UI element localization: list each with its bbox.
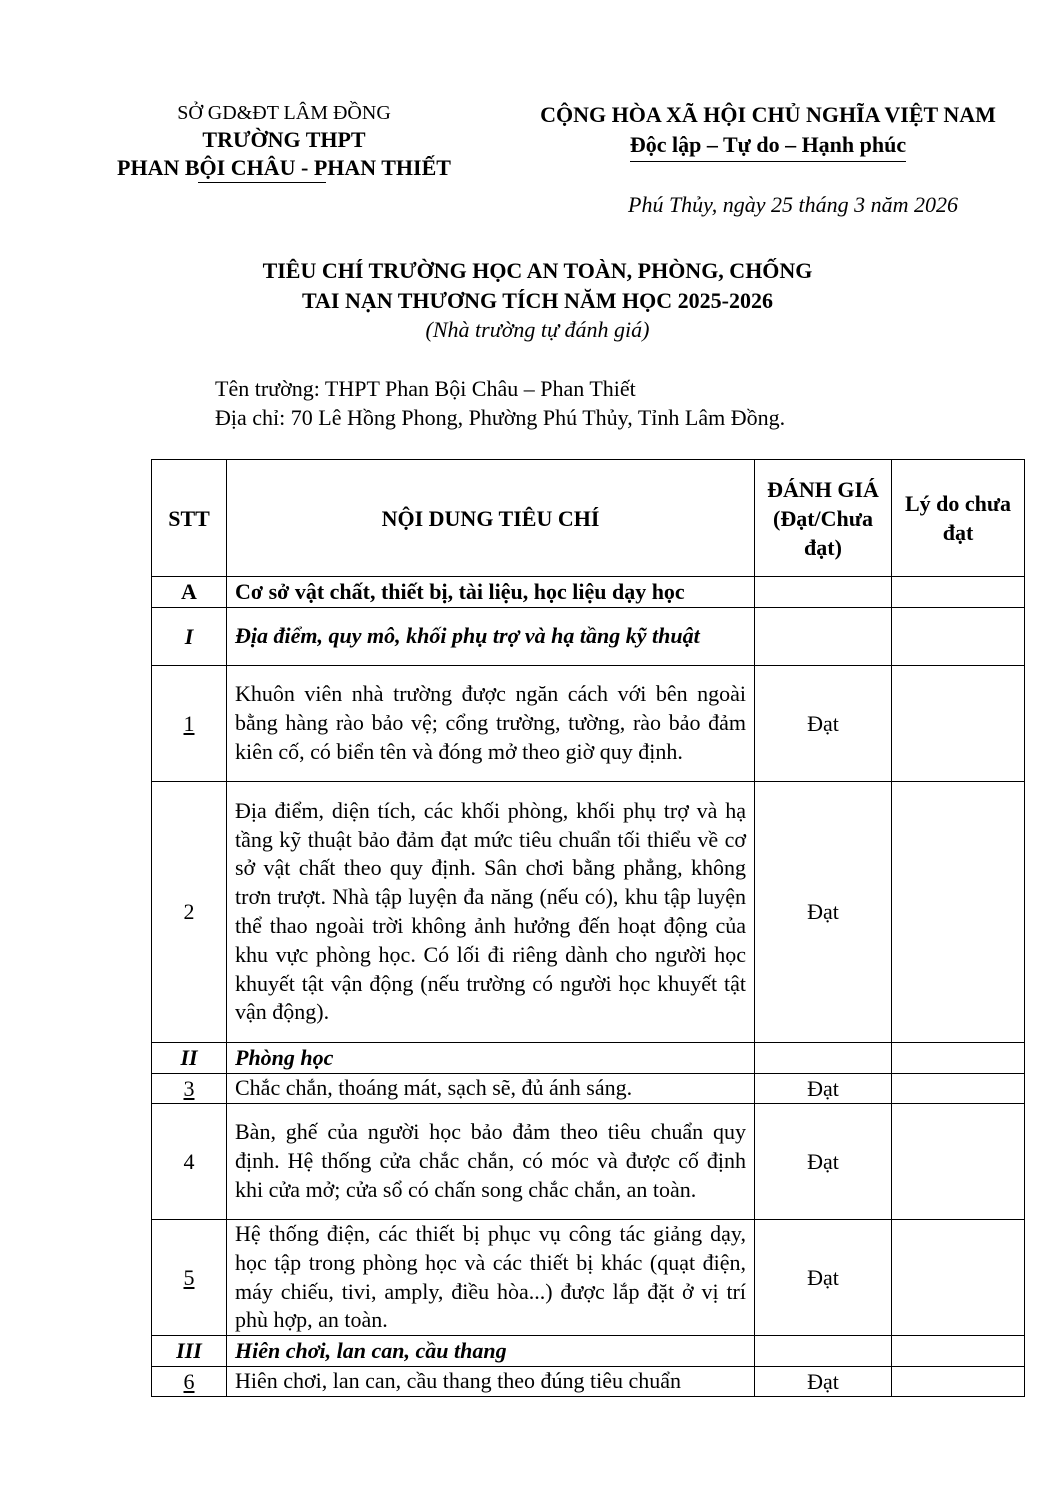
table-row	[152, 608, 1025, 666]
national-motto: Độc lập – Tự do – Hạnh phúc	[630, 130, 906, 162]
national-title: CỘNG HÒA XÃ HỘI CHỦ NGHĨA VIỆT NAM	[540, 102, 996, 127]
school-name: PHAN BỘI CHÂU - PHAN THIẾT	[117, 155, 451, 180]
row-content: Bàn, ghế của người học bảo đảm theo tiêu chuẩn quy định. Hệ thống cửa chắc chắn, có móc và được cố định khi cửa mở; cửa sổ có chấn song chắc chắn, an toàn.	[227, 1104, 755, 1220]
row-content: Hệ thống điện, các thiết bị phục vụ công tác giảng dạy, học tập trong phòng học và các thiết bị khác (quạt điện, máy chiếu, tivi, amply, điều hòa...) được lắp đặt ở vị trí phù hợp, an toàn.	[227, 1220, 755, 1336]
national-header	[508, 100, 1028, 162]
table-row	[152, 1074, 1025, 1104]
row-content: Cơ sở vật chất, thiết bị, tài liệu, học liệu dạy học	[227, 577, 755, 608]
row-stt: I	[152, 608, 227, 666]
row-stt: III	[152, 1336, 227, 1367]
row-eval	[755, 1043, 892, 1074]
row-stt: II	[152, 1043, 227, 1074]
row-reason	[892, 1043, 1025, 1074]
header-content: NỘI DUNG TIÊU CHÍ	[227, 460, 755, 577]
row-stt: 6	[152, 1367, 227, 1397]
row-eval: Đạt	[755, 666, 892, 782]
header-reason: Lý do chưa đạt	[892, 460, 1025, 577]
title-subtitle: (Nhà trường tự đánh giá)	[425, 317, 650, 342]
table-row	[152, 1104, 1025, 1220]
table-row	[152, 577, 1025, 608]
table-row	[152, 1043, 1025, 1074]
table-row	[152, 1367, 1025, 1397]
table-row	[152, 666, 1025, 782]
row-content: Phòng học	[227, 1043, 755, 1074]
row-reason	[892, 1367, 1025, 1397]
row-content: Khuôn viên nhà trường được ngăn cách với bên ngoài bằng hàng rào bảo vệ; cổng trường, tường, rào bảo đảm kiên cố, có biển tên và đóng mở theo giờ quy định.	[227, 666, 755, 782]
agency-header	[84, 100, 484, 182]
header-stt: STT	[152, 460, 227, 577]
school-info	[215, 374, 785, 432]
header-eval: ĐÁNH GIÁ (Đạt/Chưa đạt)	[755, 460, 892, 577]
row-reason	[892, 666, 1025, 782]
row-stt: 1	[152, 666, 227, 782]
department-name: SỞ GD&ĐT LÂM ĐỒNG	[177, 102, 391, 124]
school-type: TRƯỜNG THPT	[202, 127, 366, 152]
row-eval	[755, 577, 892, 608]
row-reason	[892, 1336, 1025, 1367]
row-reason	[892, 782, 1025, 1043]
date-line: Phú Thủy, ngày 25 tháng 3 năm 2026	[628, 192, 958, 217]
row-content: Địa điểm, quy mô, khối phụ trợ và hạ tầng kỹ thuật	[227, 608, 755, 666]
row-eval: Đạt	[755, 1367, 892, 1397]
row-content: Hiên chơi, lan can, cầu thang	[227, 1336, 755, 1367]
row-stt: 2	[152, 782, 227, 1043]
title-line-1: TIÊU CHÍ TRƯỜNG HỌC AN TOÀN, PHÒNG, CHỐNG	[262, 258, 813, 283]
row-eval	[755, 1336, 892, 1367]
row-content: Hiên chơi, lan can, cầu thang theo đúng tiêu chuẩn	[227, 1367, 755, 1397]
row-stt: 3	[152, 1074, 227, 1104]
row-stt: 4	[152, 1104, 227, 1220]
title-line-2: TAI NẠN THƯƠNG TÍCH NĂM HỌC 2025-2026	[302, 288, 773, 313]
address-line: Địa chỉ: 70 Lê Hồng Phong, Phường Phú Thủy, Tỉnh Lâm Đồng.	[215, 405, 786, 430]
row-content: Chắc chắn, thoáng mát, sạch sẽ, đủ ánh sáng.	[227, 1074, 755, 1104]
row-eval	[755, 608, 892, 666]
table-row	[152, 1220, 1025, 1336]
criteria-table	[151, 459, 1025, 1397]
row-reason	[892, 1220, 1025, 1336]
header-underline	[198, 182, 326, 183]
row-eval: Đạt	[755, 782, 892, 1043]
table-row	[152, 1336, 1025, 1367]
row-reason	[892, 1104, 1025, 1220]
row-eval: Đạt	[755, 1074, 892, 1104]
school-name-line: Tên trường: THPT Phan Bội Châu – Phan Thiết	[215, 376, 636, 401]
row-eval: Đạt	[755, 1220, 892, 1336]
row-content: Địa điểm, diện tích, các khối phòng, khối phụ trợ và hạ tầng kỹ thuật bảo đảm đạt mức tiêu chuẩn tối thiểu về cơ sở vật chất theo quy định. Sân chơi bằng phẳng, không trơn trượt. Nhà tập luyện đa năng (nếu có), khu tập luyện thể thao ngoài trời không ảnh hưởng đến hoạt động của khu vực phòng học. Có lối đi riêng dành cho người học khuyết tật vận động (nếu trường có người học khuyết tật vận động).	[227, 782, 755, 1043]
table-row	[152, 782, 1025, 1043]
row-eval: Đạt	[755, 1104, 892, 1220]
row-reason	[892, 608, 1025, 666]
row-stt: A	[152, 577, 227, 608]
row-reason	[892, 577, 1025, 608]
table-header-row	[152, 460, 1025, 577]
row-reason	[892, 1074, 1025, 1104]
row-stt: 5	[152, 1220, 227, 1336]
